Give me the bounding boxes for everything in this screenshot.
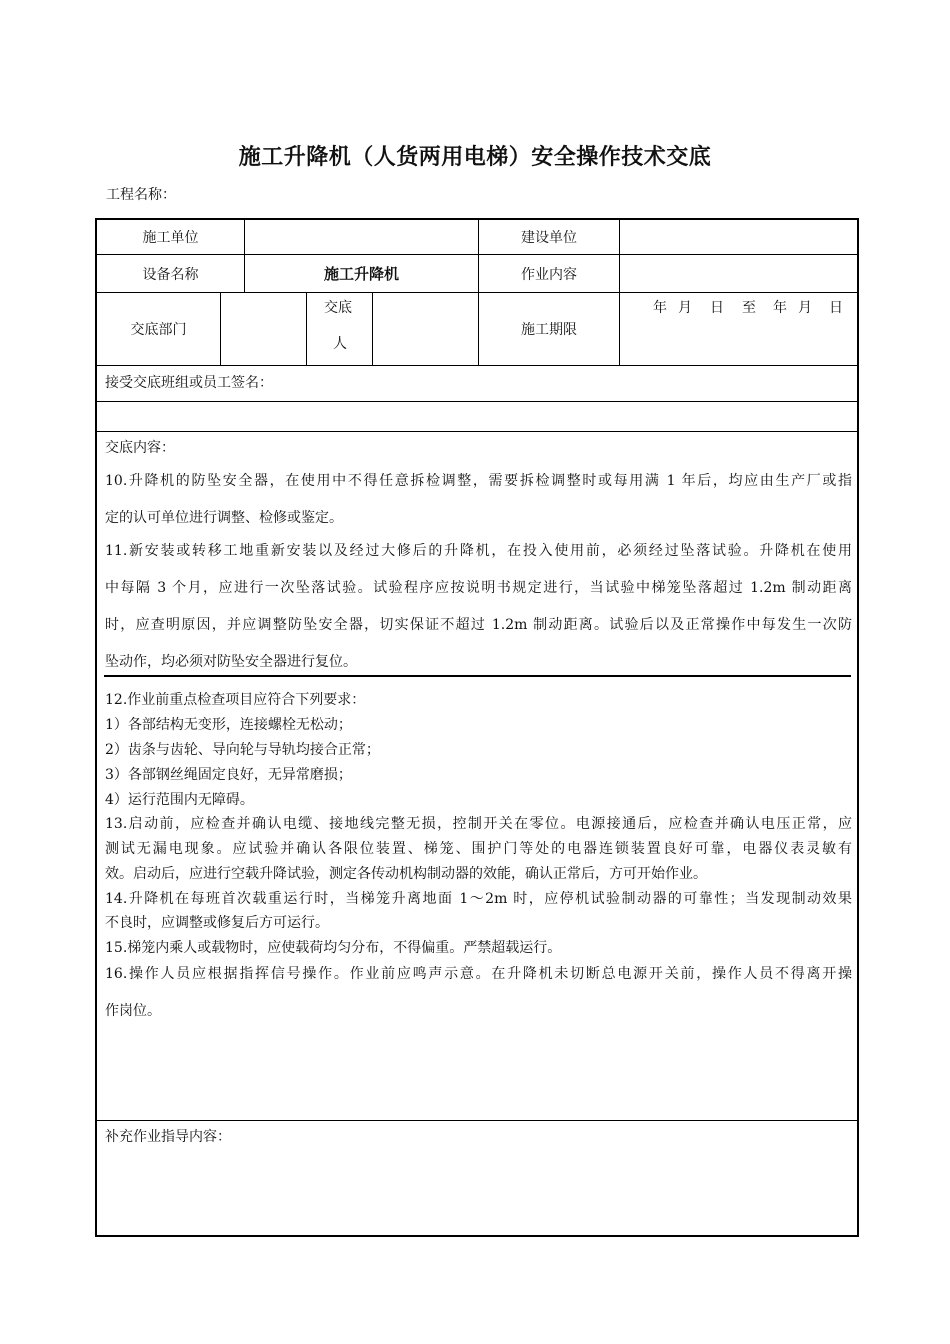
equipment-name-value[interactable]: 施工升降机 [323,265,399,283]
work-content-value[interactable] [620,255,858,292]
row-divider [96,365,859,366]
content-line: 3）各部钢丝绳固定良好，无异常磨损； [105,767,352,783]
supplement-label: 补充作业指导内容： [105,1129,231,1145]
content-line: 10.升降机的防坠安全器，在使用中不得任意拆检调整，需要拆检调整时或每用满 1 年后，均应由生产厂或指 [105,473,852,489]
content-line: 12.作业前重点检查项目应符合下列要求： [105,692,366,708]
period-to: 至 [742,300,756,316]
briefing-person-label-line2: 人 [333,336,347,352]
owner-unit-value[interactable] [620,219,858,254]
period-month-end: 月 [798,300,812,316]
content-line: 测试无漏电现象。应试验并确认各限位装置、梯笼、围护门等处的电器连锁装置良好可靠，电器仪表灵敏有 [105,841,852,857]
signature-label: 接受交底班组或员工签名： [105,375,273,391]
briefing-person-value[interactable] [373,293,478,365]
content-line: 2）齿条与齿轮、导向轮与导轨均接合正常； [105,742,380,758]
content-line: 作岗位。 [105,1003,161,1019]
equipment-name-label: 设备名称 [142,266,199,283]
supplement-area[interactable] [97,1150,858,1234]
document-title: 施工升降机（人货两用电梯）安全操作技术交底 [238,145,712,170]
briefing-department-label: 交底部门 [130,322,187,338]
period-month-start: 月 [678,300,692,316]
construction-period-label: 施工期限 [521,322,577,338]
row-divider [96,431,859,432]
period-year-start: 年 [653,300,667,316]
content-line: 时，应查明原因，并应调整防坠安全器，切实保证不超过 1.2m 制动距离。试验后以及正常操作中每发生一次防 [105,617,852,633]
period-day-end: 日 [829,300,843,316]
content-line: 坠动作，均必须对防坠安全器进行复位。 [105,654,357,670]
section-divider [104,675,851,677]
column-divider [306,292,307,365]
content-line: 14.升降机在每班首次载重运行时，当梯笼升离地面 1～2m 时，应停机试验制动器的可靠性；当发现制动效果 [105,891,852,907]
row-divider [96,1120,859,1121]
project-name-label: 工程名称： [106,187,176,203]
work-content-label: 作业内容 [521,266,577,283]
content-line: 4）运行范围内无障碍。 [105,792,254,808]
content-label: 交底内容： [105,440,175,456]
content-line: 16.操作人员应根据指挥信号操作。作业前应鸣声示意。在升降机未切断总电源开关前，操作人员不得离开操 [105,966,852,982]
content-line: 1）各部结构无变形，连接螺栓无松动； [105,717,352,733]
period-year-end: 年 [773,300,787,316]
signature-area[interactable] [97,402,858,431]
briefing-department-value[interactable] [221,293,306,365]
period-day-start: 日 [710,300,724,316]
construction-unit-value[interactable] [245,219,478,254]
content-line: 15.梯笼内乘人或载物时，应使载荷均匀分布，不得偏重。严禁超载运行。 [105,940,562,956]
content-line: 13.启动前，应检查并确认电缆、接地线完整无损，控制开关在零位。电源接通后，应检查并确认电压正常，应 [105,816,852,832]
content-line: 不良时，应调整或修复后方可运行。 [105,915,329,931]
briefing-person-label-line1: 交底 [324,300,352,316]
content-line: 定的认可单位进行调整、检修或鉴定。 [105,510,343,526]
owner-unit-label: 建设单位 [521,229,577,246]
construction-unit-label: 施工单位 [142,229,199,246]
content-line: 中每隔 3 个月，应进行一次坠落试验。试验程序应按说明书规定进行，当试验中梯笼坠落超过 1.2m 制动距离 [105,580,852,596]
content-line: 效。启动后，应进行空载升降试验，测定各传动机构制动器的效能，确认正常后，方可开始作业。 [105,866,707,882]
content-line: 11.新安装或转移工地重新安装以及经过大修后的升降机，在投入使用前，必须经过坠落试验。升降机在使用 [105,543,852,559]
